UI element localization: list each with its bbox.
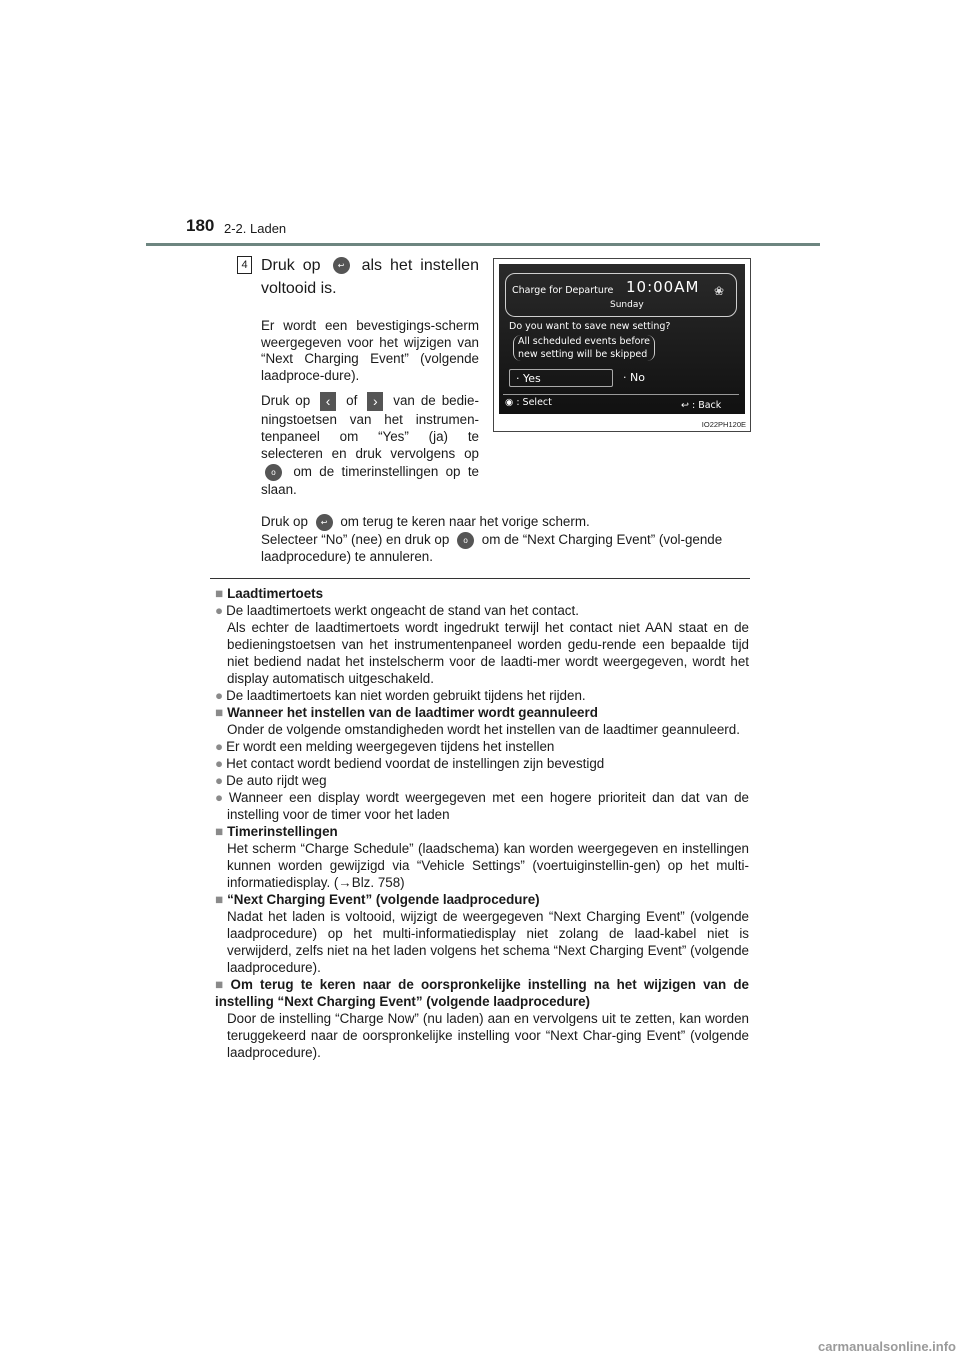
back-hint: [681, 400, 721, 411]
screen-header-box: [505, 273, 737, 317]
step-para-2-d: om de timerinstellingen op te slaan.: [261, 463, 479, 497]
step-para-2: [261, 392, 479, 498]
select-knob-icon: ◉: [505, 397, 514, 408]
yes-option[interactable]: · Yes: [509, 369, 613, 387]
step-para-3-b: om terug te keren naar het vorige scherm.: [340, 514, 590, 530]
note-para-5: Door de instelling “Charge Now” (nu laden) aan en vervolgens uit te zetten, kan worden teruggekeerd naar de oorspronkelijke instelling voor “Next Char-ging Event” (volgende laadprocedure).: [227, 1011, 749, 1060]
step-number: 4: [237, 256, 252, 274]
step-para-3: [261, 514, 751, 531]
section-divider: [210, 578, 750, 579]
step-para-4: [261, 532, 751, 566]
screen-question: Do you want to save new setting?: [509, 321, 671, 332]
note-bullet-2: ● De laadtimertoets kan niet worden gebruikt tijdens het rijden.: [215, 687, 749, 704]
page-number: 180: [186, 216, 215, 235]
left-arrow-icon: ‹: [320, 392, 336, 411]
back-button-icon: ↩: [316, 514, 333, 531]
step-title: [261, 254, 479, 300]
screen-day: Sunday: [610, 300, 644, 310]
note-bullet-1-continued: Als echter de laadtimertoets wordt ingedrukt terwijl het contact niet AAN staat en de bedieningstoetsen van het instrumentenpaneel worden gedu-rende een bepaalde tijd niet bediend nadat het instelscherm voor de laadti-mer wordt weergegeven, wordt het display automatisch uitgeschakeld.: [227, 620, 749, 686]
select-hint: [505, 397, 552, 408]
no-option[interactable]: · No: [623, 371, 645, 384]
screen-note: [513, 335, 655, 361]
note-bullet-4: ● Het contact wordt bediend voordat de instellingen zijn bevestigd: [215, 755, 749, 772]
step-para-4-a: Selecteer “No” (nee) en druk op: [261, 532, 450, 548]
note-para-2: Onder de volgende omstandigheden wordt het instellen van de laadtimer geannuleerd.: [227, 722, 740, 737]
step-para-2-c: van de bedie-ningstoetsen van het instrumen-tenpaneel om “Yes” (ja) te selecteren en druk vervolgens op: [261, 393, 479, 462]
note-heading-3: ■ Timerinstellingen: [215, 823, 749, 840]
screen-note-line-2: new setting will be skipped: [518, 349, 648, 360]
display-screenshot: [493, 258, 751, 432]
ok-button-icon: o: [457, 532, 474, 549]
note-bullet-1: ● De laadtimertoets werkt ongeacht de stand van het contact.: [215, 602, 749, 619]
note-para-3: Het scherm “Charge Schedule” (laadschema) kan worden weergegeven en instellingen kunnen worden gewijzigd via “Vehicle Settings” (voertuiginstellin-gen) op het multi-informatiedisplay. (→Blz. 758): [227, 841, 749, 890]
screen-note-line-1: All scheduled events before: [518, 336, 651, 347]
display-screen: [499, 264, 745, 414]
header-rule: [146, 243, 820, 246]
step-para-2-a: Druk op: [261, 393, 311, 409]
step-para-2-b: of: [346, 393, 358, 409]
step-para-3-a: Druk op: [261, 514, 308, 530]
step-title-b: als het instellen voltooid is.: [261, 257, 479, 297]
section-title: 2-2. Laden: [224, 221, 287, 236]
step-para-4-b: om de “Next Charging Event” (vol-gende laadprocedure) te annuleren.: [261, 532, 723, 564]
note-heading-1: ■ Laadtimertoets: [215, 585, 749, 602]
back-label: : Back: [692, 400, 722, 411]
note-heading-2: ■ Wanneer het instellen van de laadtimer wordt geannuleerd: [215, 704, 749, 721]
climate-fan-icon: ❀: [714, 284, 725, 298]
note-heading-4: ■ “Next Charging Event” (volgende laadprocedure): [215, 891, 749, 908]
note-bullet-3: ● Er wordt een melding weergegeven tijdens het instellen: [215, 738, 749, 755]
screen-title: Charge for Departure: [512, 285, 614, 296]
note-heading-5: ■ Om terug te keren naar de oorspronkelijke instelling na het wijzigen van de instelling “Next Charging Event” (volgende laadprocedure): [215, 976, 749, 1010]
image-code: IO22PH120E: [701, 420, 746, 429]
back-button-icon: ↩: [333, 257, 350, 274]
screen-time: 10:00AM: [626, 278, 700, 296]
note-bullet-5: ● De auto rijdt weg: [215, 772, 749, 789]
ok-button-icon: o: [265, 464, 282, 481]
step-title-a: Druk op: [261, 257, 321, 274]
note-para-4: Nadat het laden is voltooid, wijzigt de weergegeven “Next Charging Event” (volgende laadprocedure) op het multi-informatiedisplay niet zolang de laad-kabel niet is verwijderd, zelfs niet na het laden volgens het schema “Next Charging Event” (volgende laadprocedure).: [227, 909, 749, 975]
step-para-1: Er wordt een bevestigings-scherm weergegeven voor het wijzigen van “Next Charging Event” (volgende laadproce-dure).: [261, 318, 479, 383]
right-arrow-icon: ›: [367, 392, 383, 411]
notes-section: [215, 585, 749, 1061]
back-arrow-icon: ↩: [681, 400, 689, 411]
note-bullet-6: ● Wanneer een display wordt weergegeven met een hogere prioriteit dan dat van de instelling voor de timer voor het laden: [215, 789, 749, 823]
watermark: carmanualsonline.info: [818, 1339, 956, 1354]
select-label: : Select: [516, 397, 552, 408]
